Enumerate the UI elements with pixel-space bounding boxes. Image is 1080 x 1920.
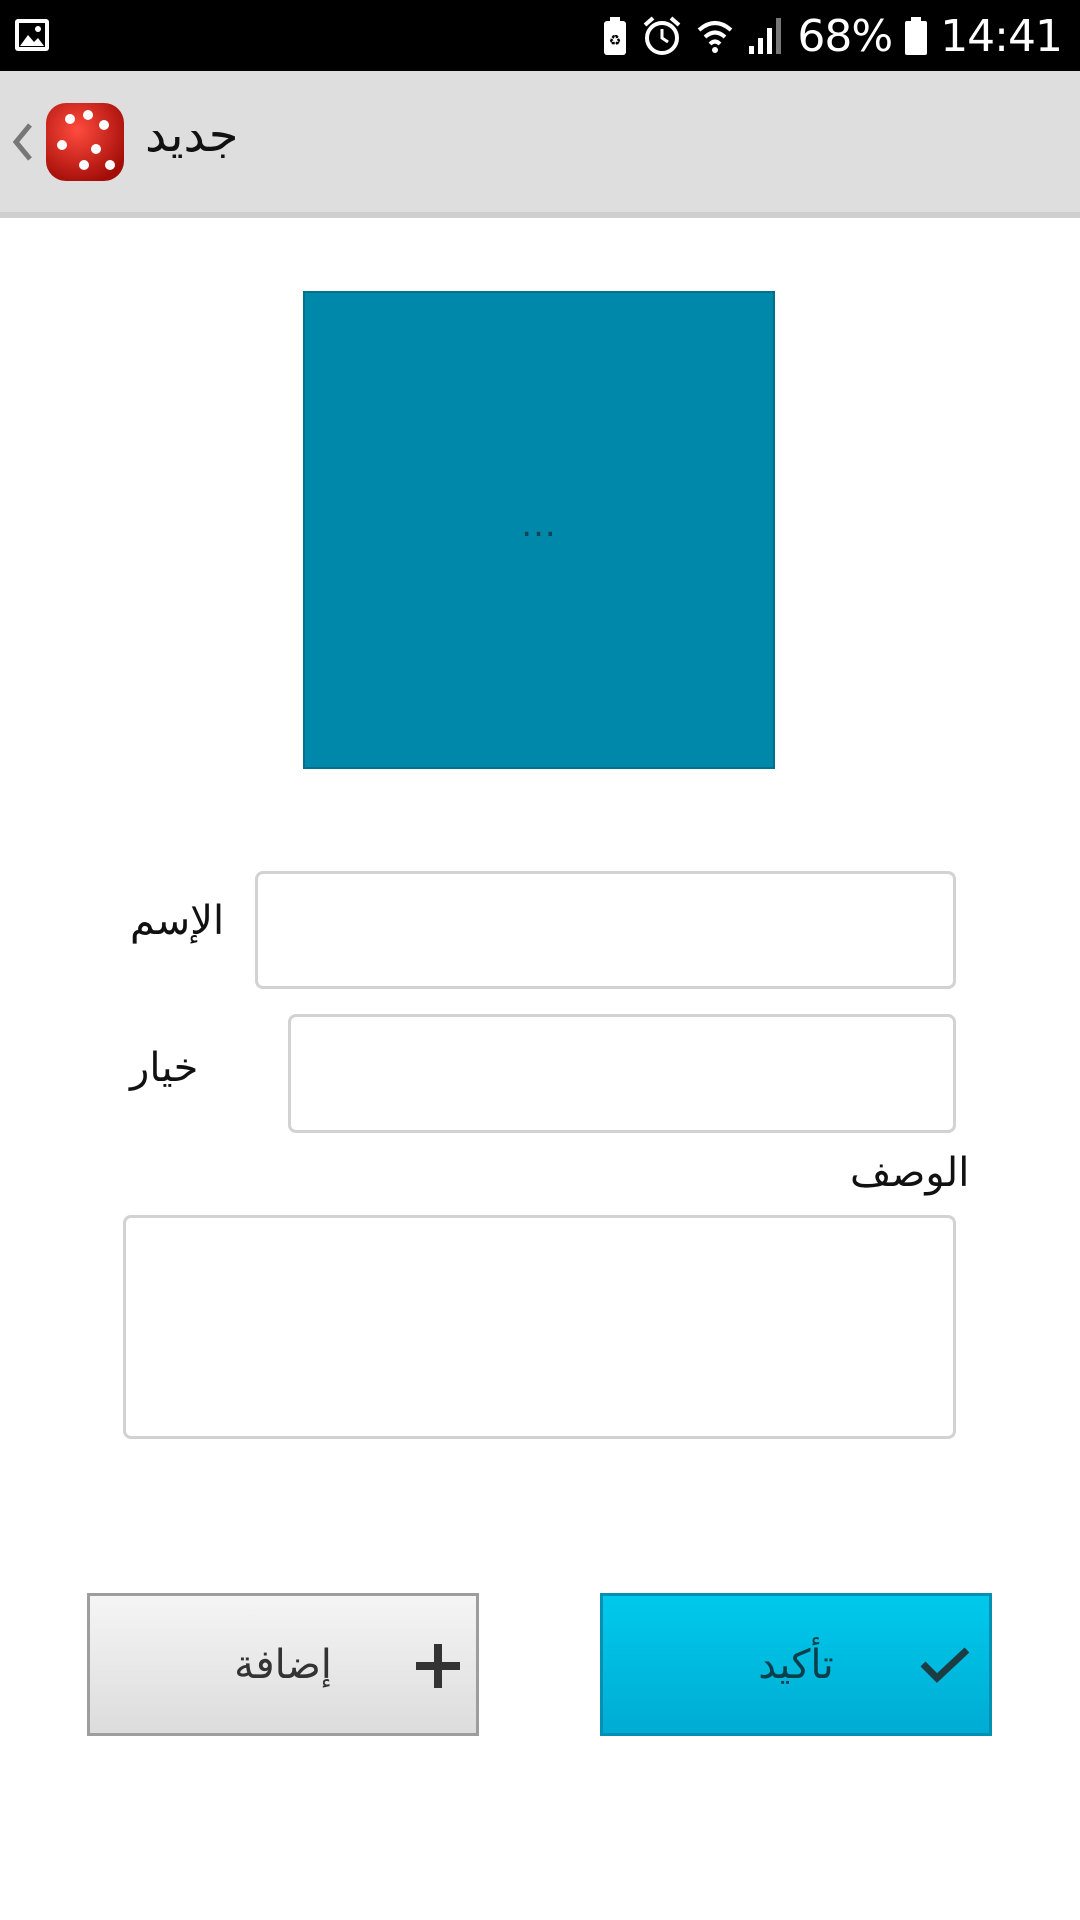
app-bar xyxy=(0,71,1080,218)
battery-percent: 68% xyxy=(797,10,893,62)
confirm-button-label: تأكيد xyxy=(758,1641,834,1688)
status-bar xyxy=(0,0,1080,71)
name-input[interactable] xyxy=(255,871,956,989)
back-chevron-icon[interactable] xyxy=(10,121,36,163)
battery-icon xyxy=(904,15,928,57)
option-label: خيار xyxy=(130,1045,199,1091)
plus-icon xyxy=(412,1640,464,1692)
status-icons xyxy=(601,8,1062,64)
option-input[interactable] xyxy=(288,1014,956,1133)
description-textarea[interactable] xyxy=(123,1215,956,1439)
clock: 14:41 xyxy=(940,10,1062,62)
battery-saver-icon xyxy=(601,15,629,57)
confirm-button[interactable] xyxy=(600,1593,992,1736)
add-button-label: إضافة xyxy=(234,1641,332,1688)
description-label: الوصف xyxy=(850,1150,970,1196)
wifi-icon xyxy=(695,16,735,56)
svg-text:♻: ♻ xyxy=(609,33,622,49)
image-picker-label: ... xyxy=(521,505,557,545)
add-button[interactable] xyxy=(87,1593,479,1736)
page-title: جديد xyxy=(145,107,239,163)
alarm-icon xyxy=(641,15,683,57)
name-label: الإسم xyxy=(130,898,225,944)
dice-icon xyxy=(40,97,130,187)
check-icon xyxy=(919,1644,971,1686)
signal-icon xyxy=(747,16,785,56)
image-icon xyxy=(14,18,50,52)
image-picker[interactable] xyxy=(303,291,775,769)
